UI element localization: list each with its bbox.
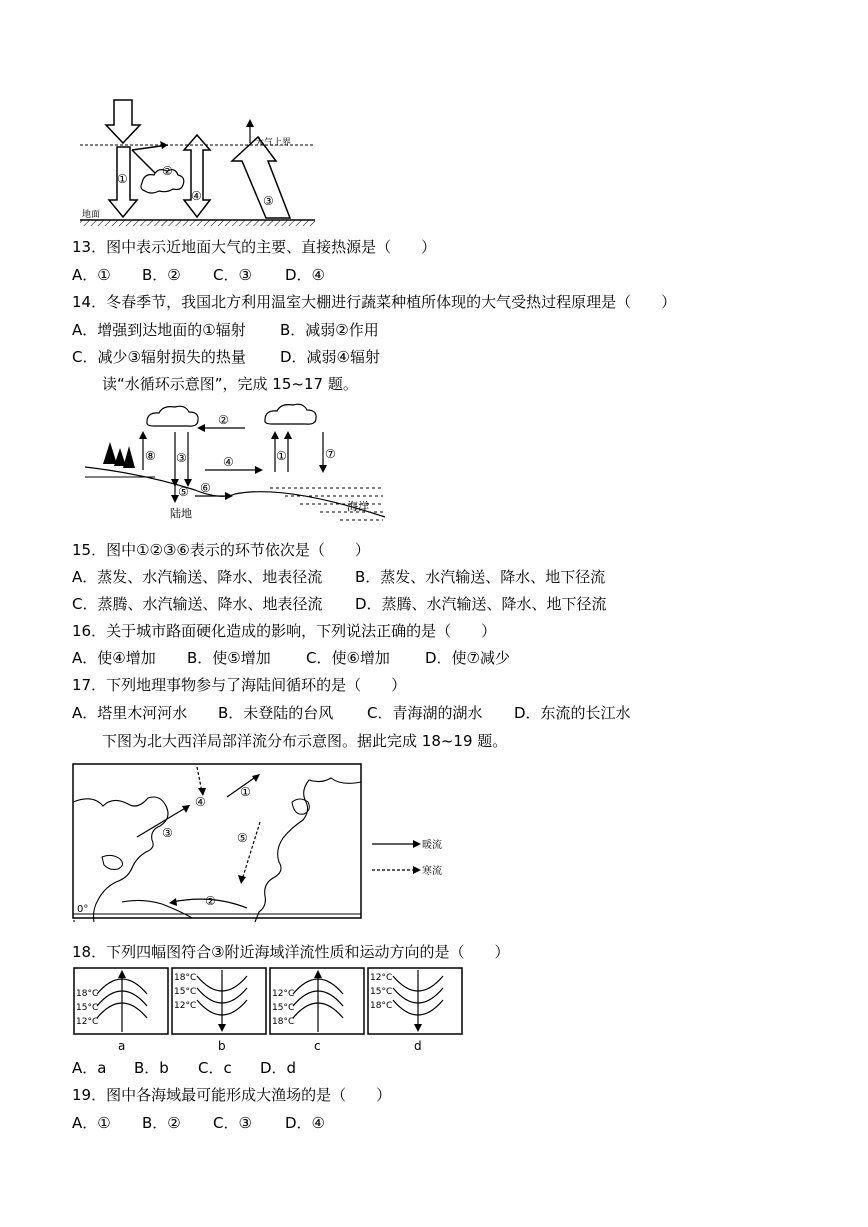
ground-label: 地面 (82, 210, 101, 220)
panel-d-temp-1: 12°C (370, 973, 393, 983)
panel-c-temp-2: 15°C (272, 1003, 295, 1013)
water-cycle-intro: 读“水循环示意图”，完成 15~17 题。 (102, 375, 358, 393)
panel-d (368, 968, 462, 1053)
atmosphere-top-label: 大气上界 (255, 138, 292, 148)
q17-option-d[interactable]: D．东流的长江水 (514, 704, 631, 722)
marker-7: ⑦ (325, 447, 336, 461)
q14-option-c[interactable]: C．减少③辐射损失的热量 (72, 348, 246, 366)
q19-stem: 19．图中各海域最可能形成大渔场的是（ ） (72, 1086, 392, 1104)
q17-option-b[interactable]: B．未登陆的台风 (218, 704, 334, 722)
ocean-cloud-icon (265, 404, 316, 424)
q15-stem: 15．图中①②③⑥表示的环节依次是（ ） (72, 541, 370, 559)
q17-option-c[interactable]: C．青海湖的湖水 (367, 704, 483, 722)
q15-option-d[interactable]: D．蒸腾、水汽输送、降水、地下径流 (355, 595, 607, 613)
ocean-current-intro: 下图为北大西洋局部洋流分布示意图。据此完成 18~19 题。 (102, 732, 508, 750)
q19-option-b[interactable]: B．② (142, 1114, 181, 1132)
marker-8: ⑧ (145, 449, 156, 463)
marker-4: ④ (191, 189, 202, 203)
q13-stem: 13．图中表示近地面大气的主要、直接热源是（ ） (72, 238, 437, 256)
q14-option-a[interactable]: A．增强到达地面的①辐射 (72, 321, 246, 339)
panel-a-temp-2: 15°C (76, 1003, 99, 1013)
land-label: 陆地 (170, 507, 192, 520)
map-frame (73, 764, 361, 918)
land-cloud-icon (147, 406, 198, 426)
q15-option-b[interactable]: B．蒸发、水汽输送、降水、地下径流 (355, 568, 606, 586)
marker-3: ③ (176, 451, 187, 465)
atmospheric-counter-radiation-arrow (184, 135, 210, 217)
tree-icon (103, 442, 135, 468)
panel-c (270, 968, 364, 1053)
incoming-solar-arrow (106, 100, 140, 143)
q18-option-b[interactable]: B．b (134, 1059, 169, 1077)
q13-option-b[interactable]: B．② (142, 266, 181, 284)
q19-option-c[interactable]: C．③ (213, 1114, 252, 1132)
panel-a-temp-3: 12°C (76, 1017, 99, 1027)
legend-warm-label: 暖流 (422, 840, 442, 851)
q17-option-a[interactable]: A．塔里木河河水 (72, 704, 188, 722)
panel-d-temp-2: 15°C (370, 987, 393, 997)
marker-1: ① (276, 449, 287, 463)
q17-stem: 17．下列地理事物参与了海陆间循环的是（ ） (72, 676, 407, 694)
panel-d-temp-3: 18°C (370, 1001, 393, 1011)
marker-6: ⑥ (200, 481, 211, 495)
q13-option-c[interactable]: C．③ (213, 266, 252, 284)
q19-option-d[interactable]: D．④ (285, 1114, 325, 1132)
panel-a (74, 968, 168, 1053)
marker-2: ② (218, 413, 229, 427)
panel-b-temp-3: 12°C (174, 1001, 197, 1011)
ocean-label: 海洋 (347, 500, 369, 513)
q16-option-d[interactable]: D．使⑦减少 (425, 649, 510, 667)
q15-option-c[interactable]: C．蒸腾、水汽输送、降水、地表径流 (72, 595, 323, 613)
q16-option-b[interactable]: B．使⑤增加 (187, 649, 271, 667)
panel-b-temp-2: 15°C (174, 987, 197, 997)
q13-option-d[interactable]: D．④ (285, 266, 325, 284)
equator-label: 0° (77, 904, 89, 915)
panel-c-temp-1: 12°C (272, 989, 295, 999)
marker-1: ① (117, 172, 128, 186)
marker-5: ⑤ (237, 831, 248, 845)
atmosphere-heating-diagram (80, 95, 320, 230)
marker-1: ① (240, 785, 251, 799)
water-cycle-diagram (85, 402, 385, 527)
q18-option-a[interactable]: A．a (72, 1059, 107, 1077)
q14-option-d[interactable]: D．减弱④辐射 (280, 348, 380, 366)
land-profile (85, 467, 385, 517)
q18-stem: 18．下列四幅图符合③附近海域洋流性质和运动方向的是（ ） (72, 943, 510, 961)
marker-3: ③ (162, 826, 173, 840)
panel-d-letter: d (414, 1039, 422, 1053)
panel-a-temp-1: 18°C (76, 989, 99, 999)
marker-5: ⑤ (178, 485, 189, 499)
q16-option-c[interactable]: C．使⑥增加 (306, 649, 390, 667)
panel-b-temp-1: 18°C (174, 973, 197, 983)
panel-b (172, 968, 266, 1053)
ground-radiation-arrow (232, 137, 290, 218)
marker-2: ② (205, 894, 216, 908)
marker-4: ④ (223, 455, 234, 469)
q16-stem: 16．关于城市路面硬化造成的影响，下列说法正确的是（ ） (72, 622, 497, 640)
q18-option-d[interactable]: D．d (260, 1059, 297, 1077)
panel-c-temp-3: 18°C (272, 1017, 295, 1027)
north-atlantic-current-map (72, 762, 452, 922)
marker-4: ④ (195, 795, 206, 809)
q18-option-c[interactable]: C．c (198, 1059, 232, 1077)
isotherm-panels (72, 966, 467, 1056)
q14-option-b[interactable]: B．减弱②作用 (280, 321, 379, 339)
q15-option-a[interactable]: A．蒸发、水汽输送、降水、地表径流 (72, 568, 323, 586)
panel-a-letter: a (118, 1039, 126, 1053)
panel-b-letter: b (218, 1039, 226, 1053)
q13-option-a[interactable]: A．① (72, 266, 111, 284)
q14-stem: 14．冬春季节，我国北方利用温室大棚进行蔬菜种植所体现的大气受热过程原理是（ ） (72, 293, 677, 311)
q19-option-a[interactable]: A．① (72, 1114, 111, 1132)
q16-option-a[interactable]: A．使④增加 (72, 649, 156, 667)
marker-3: ③ (263, 194, 274, 208)
legend-cold-label: 寒流 (422, 866, 442, 877)
panel-c-letter: c (314, 1039, 321, 1053)
marker-2: ② (162, 164, 173, 178)
